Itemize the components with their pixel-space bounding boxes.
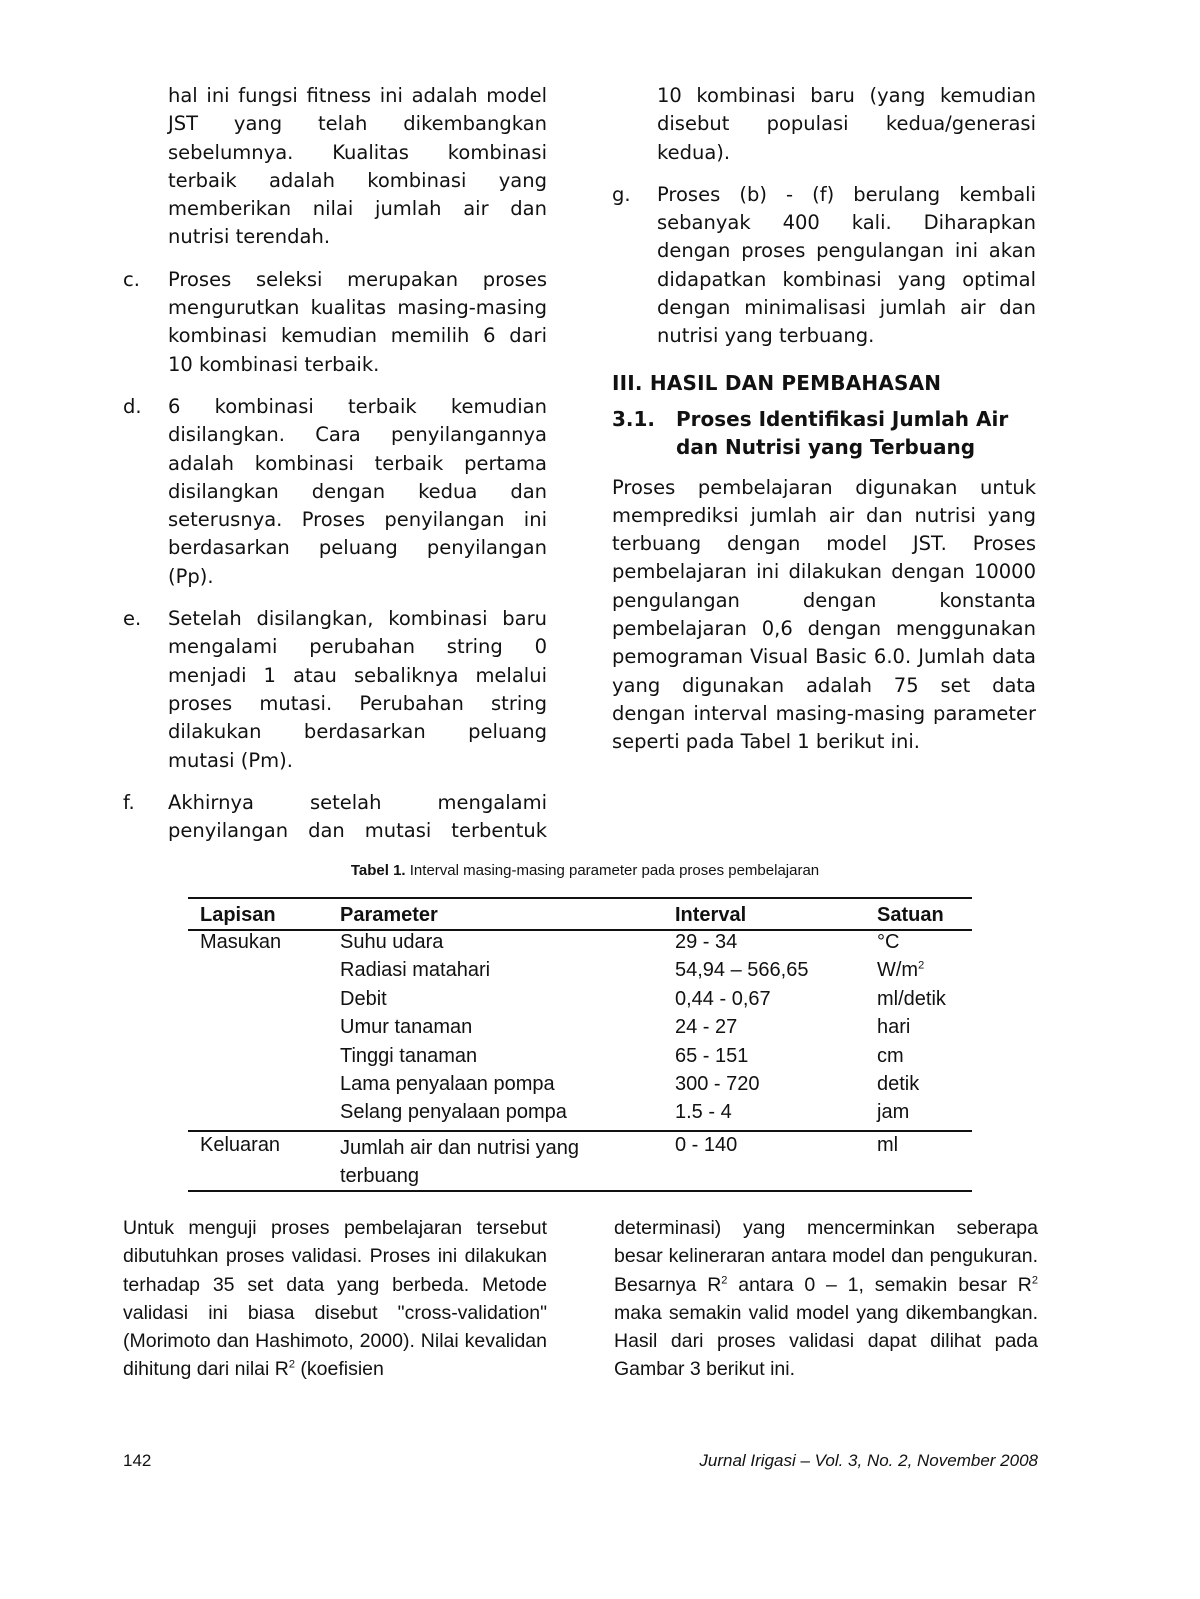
- cell-unit: jam: [877, 1101, 972, 1130]
- section-heading: III. HASIL DAN PEMBAHASAN: [612, 370, 942, 395]
- table-row: [188, 1101, 972, 1130]
- superscript: 2: [1031, 1274, 1039, 1287]
- bottom-left-paragraph: [123, 1214, 547, 1384]
- cell-unit: detik: [877, 1072, 920, 1095]
- left-column: [123, 82, 547, 859]
- text-segment: antara 0 – 1, semakin besar R: [727, 1273, 1032, 1296]
- cell-unit: hari: [877, 1016, 911, 1039]
- cell-unit: ml: [877, 1131, 972, 1191]
- list-marker: f.: [123, 790, 135, 814]
- body-paragraph: Proses pembelajaran digunakan untuk memprediksi jumlah air dan nutrisi yang terbuang dengan model JST. Proses pembelajaran ini dilakukan dengan 10000 pengulangan dengan konstanta pembelajaran 0,6 dengan menggunakan pemograman Visual Basic 6.0. Jumlah data yang digunakan adalah 75 set data dengan interval masing-masing parameter seperti pada Tabel 1 berikut ini.: [612, 475, 1036, 754]
- cell-interval: 65 - 151: [675, 1044, 749, 1067]
- cell-interval: 24 - 27: [675, 1016, 738, 1039]
- unit-text: W/m: [877, 959, 919, 982]
- text-segment: determinasi) yang mencerminkan seberapa besar kelineraran antara model dan pengukuran. Besarnya R: [614, 1217, 1038, 1296]
- list-item-e: [123, 605, 547, 775]
- table-row: [188, 988, 972, 1016]
- item-b-continuation: hal ini fungsi fitness ini adalah model JST yang telah dikembangkan sebelumnya. Kualitas kombinasi terbaik adalah kombinasi yang memberikan nilai jumlah air dan nutrisi terendah.: [168, 84, 547, 249]
- table-row: [188, 959, 972, 987]
- list-item-text: Setelah disilangkan, kombinasi baru mengalami perubahan string 0 menjadi 1 atau sebaliknya melalui proses mutasi. Perubahan string dilakukan berdasarkan peluang mutasi (Pm).: [168, 607, 547, 772]
- cell-layer: [188, 1101, 340, 1130]
- cell-layer: [188, 1073, 340, 1101]
- cell-interval: 0,44 - 0,67: [675, 987, 771, 1010]
- list-item-c: [123, 266, 547, 379]
- cell-layer: Masukan: [200, 931, 282, 953]
- cell-unit: [877, 959, 972, 987]
- list-item-text: Proses (b) - (f) berulang kembali sebanyak 400 kali. Diharapkan dengan proses pengulangan ini akan didapatkan kombinasi yang optimal dengan minimalisasi jumlah air dan nutrisi yang terbuang.: [657, 182, 1036, 348]
- cell-unit: cm: [877, 1044, 904, 1067]
- cell-parameter: Umur tanaman: [340, 1016, 473, 1039]
- list-item-text: Proses seleksi merupakan proses mengurutkan kualitas masing-masing kombinasi kemudian memilih 6 dari 10 kombinasi terbaik.: [168, 267, 547, 376]
- list-marker: g.: [612, 182, 631, 206]
- table-caption-text: Interval masing-masing parameter pada proses pembelajaran: [409, 862, 820, 879]
- list-item-f: [123, 789, 547, 846]
- cell-layer: [188, 959, 340, 987]
- cell-parameter: Lama penyalaan pompa: [340, 1072, 555, 1095]
- cell-unit: °C: [877, 931, 900, 953]
- list-item-text: Akhirnya setelah mengalami penyilangan dan mutasi terbentuk: [168, 790, 547, 843]
- cell-interval: 300 - 720: [675, 1072, 760, 1095]
- cell-parameter: Tinggi tanaman: [340, 1044, 478, 1067]
- header-satuan: Satuan: [877, 898, 972, 930]
- cell-unit: ml/detik: [877, 987, 946, 1010]
- page-number: 142: [123, 1451, 152, 1470]
- subsection-number: 3.1.: [612, 406, 656, 431]
- superscript: 2: [721, 1274, 728, 1287]
- cell-layer: Keluaran: [188, 1131, 340, 1191]
- cell-interval: 0 - 140: [675, 1131, 877, 1191]
- cell-parameter: Selang penyalaan pompa: [340, 1101, 675, 1130]
- cell-interval: 54,94 – 566,65: [675, 959, 809, 982]
- superscript: 2: [288, 1358, 295, 1371]
- list-marker: c.: [123, 267, 140, 291]
- header-lapisan: Lapisan: [188, 898, 340, 930]
- right-column: [612, 82, 1036, 757]
- table-row: [188, 1131, 972, 1191]
- cell-parameter: Suhu udara: [340, 931, 444, 953]
- cell-layer: [188, 1016, 340, 1044]
- list-marker: e.: [123, 607, 142, 631]
- text-segment: maka semakin valid model yang dikembangkan. Hasil dari proses validasi dapat dilihat pada Gambar 3 berikut ini.: [614, 1301, 1038, 1381]
- table-caption: [0, 862, 1170, 879]
- cell-parameter: Radiasi matahari: [340, 959, 491, 982]
- cell-parameter: Jumlah air dan nutrisi yang terbuang: [340, 1131, 675, 1191]
- journal-footer: Jurnal Irigasi – Vol. 3, No. 2, November 2008: [699, 1451, 1038, 1470]
- table-row: [188, 1016, 972, 1044]
- item-f-continuation: 10 kombinasi baru (yang kemudian disebut populasi kedua/generasi kedua).: [657, 84, 1036, 164]
- parameter-table: [188, 897, 972, 1192]
- text-segment: (koefisien: [294, 1358, 384, 1381]
- table-header-row: [188, 898, 972, 930]
- list-item-d: [123, 393, 547, 591]
- header-interval: Interval: [675, 898, 877, 930]
- unit-superscript: 2: [918, 959, 925, 972]
- header-parameter: Parameter: [340, 898, 675, 930]
- table-row: [188, 1045, 972, 1073]
- cell-layer: [188, 988, 340, 1016]
- cell-parameter: Debit: [340, 987, 387, 1010]
- table-row: [188, 930, 972, 959]
- text-segment: Untuk menguji proses pembelajaran tersebut dibutuhkan proses validasi. Proses ini dilakukan terhadap 35 set data yang berbeda. Metode validasi ini biasa disebut "cross-validation" (Morimoto dan Hashimoto, 2000). Nilai kevalidan dihitung dari nilai R: [123, 1217, 547, 1381]
- subsection-heading: [612, 405, 1036, 462]
- list-item-text: 6 kombinasi terbaik kemudian disilangkan. Cara penyilangannya adalah kombinasi terbaik pertama disilangkan dengan kedua dan seterusnya. Proses penyilangan ini berdasarkan peluang penyilangan (Pp).: [168, 394, 547, 588]
- cell-interval: 29 - 34: [675, 931, 738, 953]
- list-item-g: [612, 181, 1036, 351]
- table-caption-label: Tabel 1.: [350, 862, 406, 879]
- subsection-title: Proses Identifikasi Jumlah Air dan Nutrisi yang Terbuang: [676, 406, 1009, 460]
- list-marker: d.: [123, 394, 142, 418]
- bottom-right-paragraph: [614, 1214, 1038, 1384]
- cell-layer: [188, 1045, 340, 1073]
- cell-interval: 1.5 - 4: [675, 1101, 877, 1130]
- table-row: [188, 1073, 972, 1101]
